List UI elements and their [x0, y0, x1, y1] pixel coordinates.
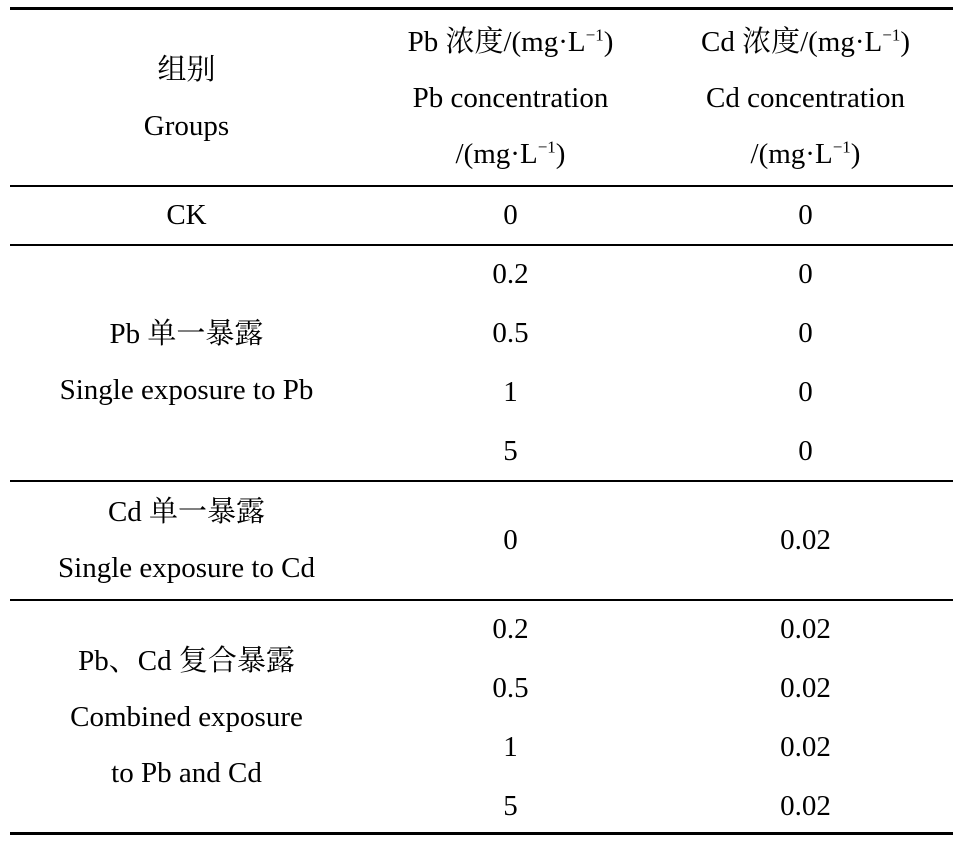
- group-divider: [10, 480, 953, 482]
- header-pb-line2: Pb concentration: [412, 82, 609, 114]
- cell-cd: 0.02: [780, 524, 831, 556]
- cell-pb: 1: [503, 376, 518, 408]
- cell-cd: 0.02: [780, 613, 831, 645]
- cell-pb: 5: [503, 790, 518, 822]
- cell-pb: 0.5: [492, 317, 529, 349]
- cell-cd: 0: [798, 258, 813, 290]
- group-combined: [10, 633, 363, 801]
- cell-cd: 0.02: [780, 672, 831, 704]
- cell-cd: 0: [798, 376, 813, 408]
- group-pb-single-zh: Pb 单一暴露: [109, 318, 264, 350]
- header-group: [10, 42, 363, 154]
- header-pb-line1: Pb 浓度$/(mg\cdot L^{-1})$: [407, 25, 614, 58]
- cell-pb: 0.5: [492, 672, 529, 704]
- cell-cd: 0: [798, 199, 813, 231]
- cell-cd: 0.02: [780, 790, 831, 822]
- cell-pb: 0.2: [492, 613, 529, 645]
- header-cd-line3: $/(mg\cdot L^{-1})$: [750, 137, 861, 170]
- group-cd-single-en: Single exposure to Cd: [58, 552, 315, 584]
- header-group-en: Groups: [143, 110, 230, 142]
- header-cd-line2: Cd concentration: [706, 82, 905, 114]
- cell-pb: 0: [503, 199, 518, 231]
- cell-pb: 1: [503, 731, 518, 763]
- top-rule: [10, 7, 953, 10]
- header-pb-line3: $/(mg\cdot L^{-1})$: [455, 137, 566, 170]
- group-cd-single-zh: Cd 单一暴露: [107, 496, 266, 528]
- header-pb: [363, 14, 658, 182]
- header-group-zh: 组别: [157, 54, 216, 86]
- concentration-table: [10, 0, 953, 843]
- group-combined-zh: Pb、Cd 复合暴露: [78, 645, 295, 677]
- header-cd-line1: Cd 浓度$/(mg\cdot L^{-1})$: [700, 25, 910, 58]
- header-cd: [658, 14, 953, 182]
- cell-cd: 0: [798, 317, 813, 349]
- group-ck: CK: [166, 199, 207, 231]
- group-pb-single-en: Single exposure to Pb: [59, 374, 314, 406]
- cell-pb: 5: [503, 435, 518, 467]
- cell-cd: 0.02: [780, 731, 831, 763]
- group-combined-en1: Combined exposure: [70, 701, 303, 733]
- cell-cd: 0: [798, 435, 813, 467]
- group-cd-single: [10, 484, 363, 596]
- group-combined-en2: to Pb and Cd: [111, 757, 262, 789]
- group-pb-single: [10, 306, 363, 418]
- cell-pb: 0.2: [492, 258, 529, 290]
- cell-pb: 0: [503, 524, 518, 556]
